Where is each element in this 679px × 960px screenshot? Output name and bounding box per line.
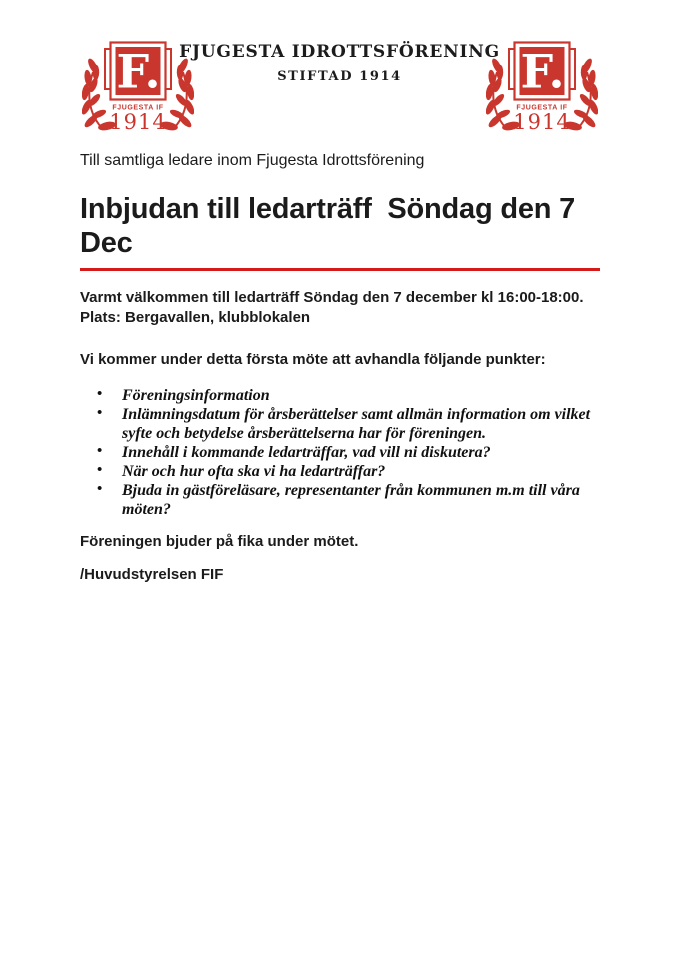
agenda-item-text: Inlämningsdatum för årsberättelser samt allmän information om vilket syfte och betydelse årsberättelserna har för föreningen.: [122, 406, 591, 442]
agenda-item-text: När och hur ofta ska vi ha ledarträffar?: [122, 463, 386, 480]
crest-year: 1914: [513, 110, 571, 132]
intro-line-location: Plats: Bergavallen, klubblokalen: [80, 309, 311, 326]
bullet-icon: •: [97, 462, 103, 478]
letter-title: Inbjudan till ledarträff Söndag den 7 Dec: [80, 193, 583, 259]
agenda-item: [80, 443, 600, 462]
crest-club-short: FJUGESTA IF: [112, 104, 164, 112]
club-name: FJUGESTA IDROTTSFÖRENING: [179, 42, 500, 62]
bullet-icon: •: [97, 386, 103, 402]
club-crest-right: [486, 40, 598, 132]
club-founded: STIFTAD 1914: [277, 69, 402, 84]
agenda-list: [80, 386, 600, 519]
bullet-icon: •: [97, 405, 103, 421]
crest-f-monogram: F.: [520, 44, 565, 99]
agenda-item: [80, 386, 600, 405]
agenda-lead: Vi kommer under detta första möte att avhandla följande punkter:: [80, 351, 546, 368]
letter-body: [80, 150, 600, 585]
bullet-icon: •: [97, 481, 103, 497]
intro-line-datetime: Varmt välkommen till ledarträff Söndag den 7 december kl 16:00-18:00.: [80, 289, 584, 306]
crest-year: 1914: [109, 110, 167, 132]
agenda-item-text: Bjuda in gästföreläsare, representanter från kommunen m.m till våra möten?: [122, 482, 580, 518]
agenda-item-text: Innehåll i kommande ledarträffar, vad vill ni diskutera?: [122, 444, 491, 461]
title-divider: [80, 268, 600, 271]
crest-club-short: FJUGESTA IF: [516, 104, 568, 112]
club-crest-icon: [486, 40, 598, 132]
agenda-item: [80, 405, 600, 443]
intro-paragraph: [80, 288, 600, 328]
signature: /Huvudstyrelsen FIF: [80, 566, 224, 583]
agenda-item-text: Föreningsinformation: [122, 387, 270, 404]
fika-note: Föreningen bjuder på fika under mötet.: [80, 533, 359, 550]
letterhead: [0, 0, 679, 150]
agenda-item: [80, 462, 600, 481]
salutation: Till samtliga ledare inom Fjugesta Idrottsförening: [80, 152, 425, 169]
agenda-item: [80, 481, 600, 519]
bullet-icon: •: [97, 443, 103, 459]
crest-f-monogram: F.: [116, 44, 161, 99]
